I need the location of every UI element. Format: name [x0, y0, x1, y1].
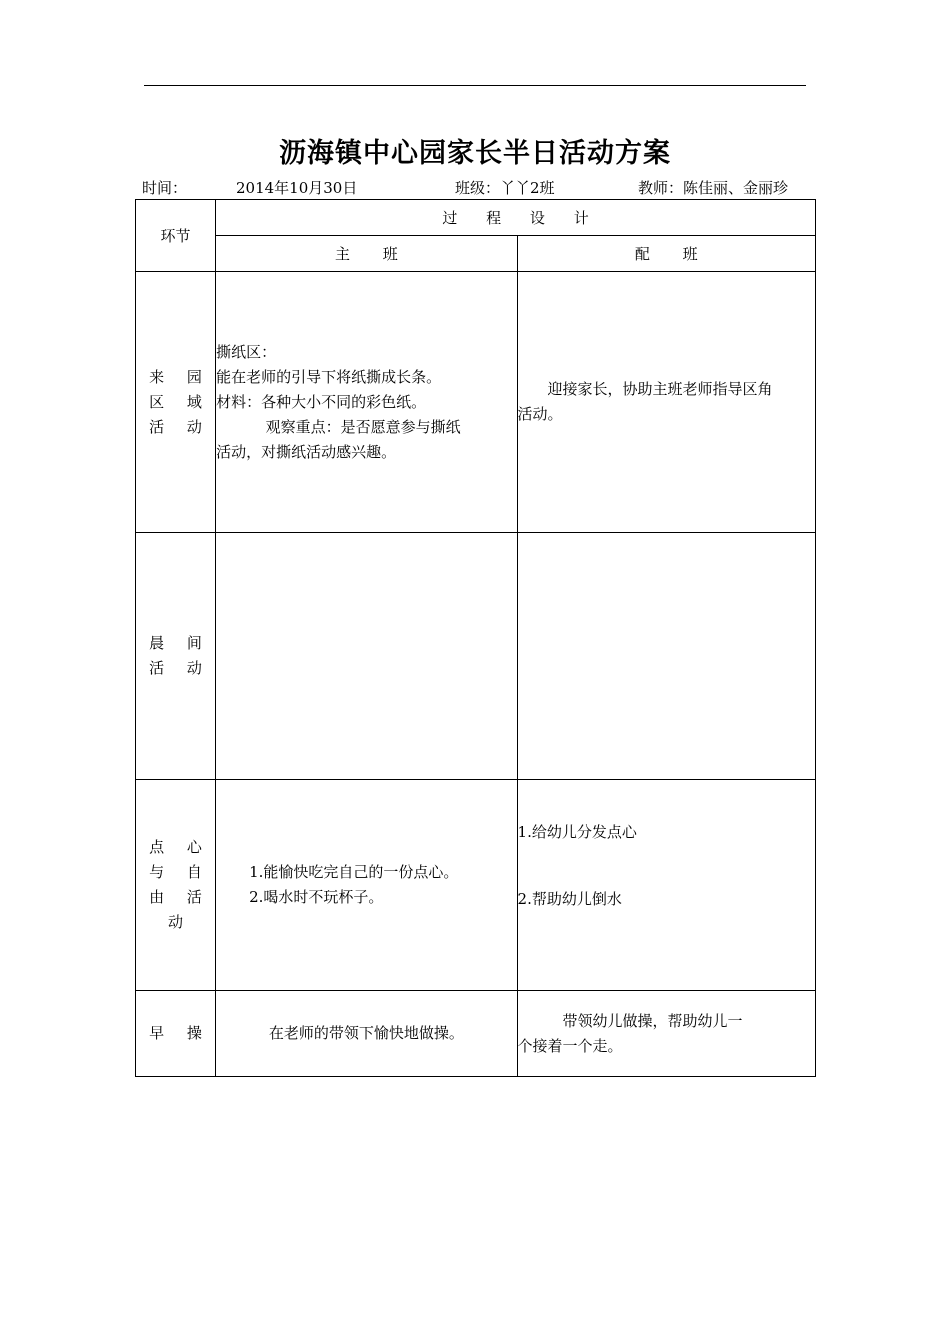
main-line: 2.喝水时不玩杯子。	[249, 888, 384, 906]
main-line: 能在老师的引导下将纸撕成长条。	[216, 367, 442, 386]
assist-cell	[517, 533, 815, 780]
header-rule	[144, 85, 806, 86]
main-cell	[216, 991, 517, 1077]
table-row	[136, 780, 816, 991]
assist-line: 活动。	[517, 405, 563, 423]
assist-header-label: 配 班	[634, 245, 712, 263]
stage-line: 活 动	[149, 659, 211, 677]
table-header-row	[136, 200, 816, 236]
assist-header	[517, 236, 815, 272]
process-header-label: 过 程 设 计	[442, 209, 601, 227]
stage-line: 晨 间	[149, 634, 211, 652]
assist-line: 个接着一个走。	[517, 1036, 623, 1055]
document-title: 沥海镇中心园家长半日活动方案	[279, 138, 671, 169]
process-header	[216, 200, 816, 236]
assist-line: 1.给幼儿分发点心	[517, 823, 637, 841]
main-header-label: 主 班	[334, 245, 412, 263]
stage-line: 动	[168, 913, 193, 931]
table-row	[136, 272, 816, 533]
line-gap	[518, 845, 815, 887]
main-line: 在老师的带领下愉快地做操。	[268, 1024, 464, 1042]
stage-line: 与 自	[149, 863, 211, 881]
table-subheader-row	[136, 236, 816, 272]
stage-cell	[136, 991, 216, 1077]
assist-line: 带领幼儿做操，帮助幼儿一	[562, 1011, 743, 1030]
stage-cell	[136, 272, 216, 533]
stage-header: 环节	[136, 200, 216, 272]
stage-line: 来 园	[149, 367, 211, 386]
table-row	[136, 533, 816, 780]
stage-cell	[136, 533, 216, 780]
teacher-info: 教师：陈佳丽、金丽珍	[638, 179, 789, 197]
assist-cell	[517, 780, 815, 991]
stage-line: 区 域	[149, 392, 211, 411]
main-cell	[216, 780, 517, 991]
stage-line: 由 活	[149, 888, 211, 906]
table-row	[136, 991, 816, 1077]
time-label: 时间：	[142, 179, 188, 197]
main-cell	[216, 533, 517, 780]
assist-line: 迎接家长，协助主班老师指导区角	[547, 380, 773, 398]
assist-line: 2.帮助幼儿倒水	[517, 890, 622, 908]
assist-cell	[517, 991, 815, 1077]
time-value: 2014年10月30日	[236, 179, 358, 197]
main-cell	[216, 272, 517, 533]
main-line: 材料：各种大小不同的彩色纸。	[216, 392, 427, 411]
stage-line: 活 动	[149, 417, 211, 436]
main-line: 观察重点：是否愿意参与撕纸	[265, 417, 461, 436]
activity-plan-table	[135, 199, 816, 1077]
stage-cell	[136, 780, 216, 991]
main-line: 活动，对撕纸活动感兴趣。	[216, 442, 397, 461]
main-line: 撕纸区：	[216, 342, 277, 361]
assist-cell	[517, 272, 815, 533]
class-info: 班级：丫丫2班	[455, 179, 555, 197]
stage-line: 点 心	[149, 838, 211, 856]
stage-line: 早 操	[149, 1024, 211, 1042]
main-line: 1.能愉快吃完自己的一份点心。	[249, 863, 459, 881]
main-header	[216, 236, 517, 272]
